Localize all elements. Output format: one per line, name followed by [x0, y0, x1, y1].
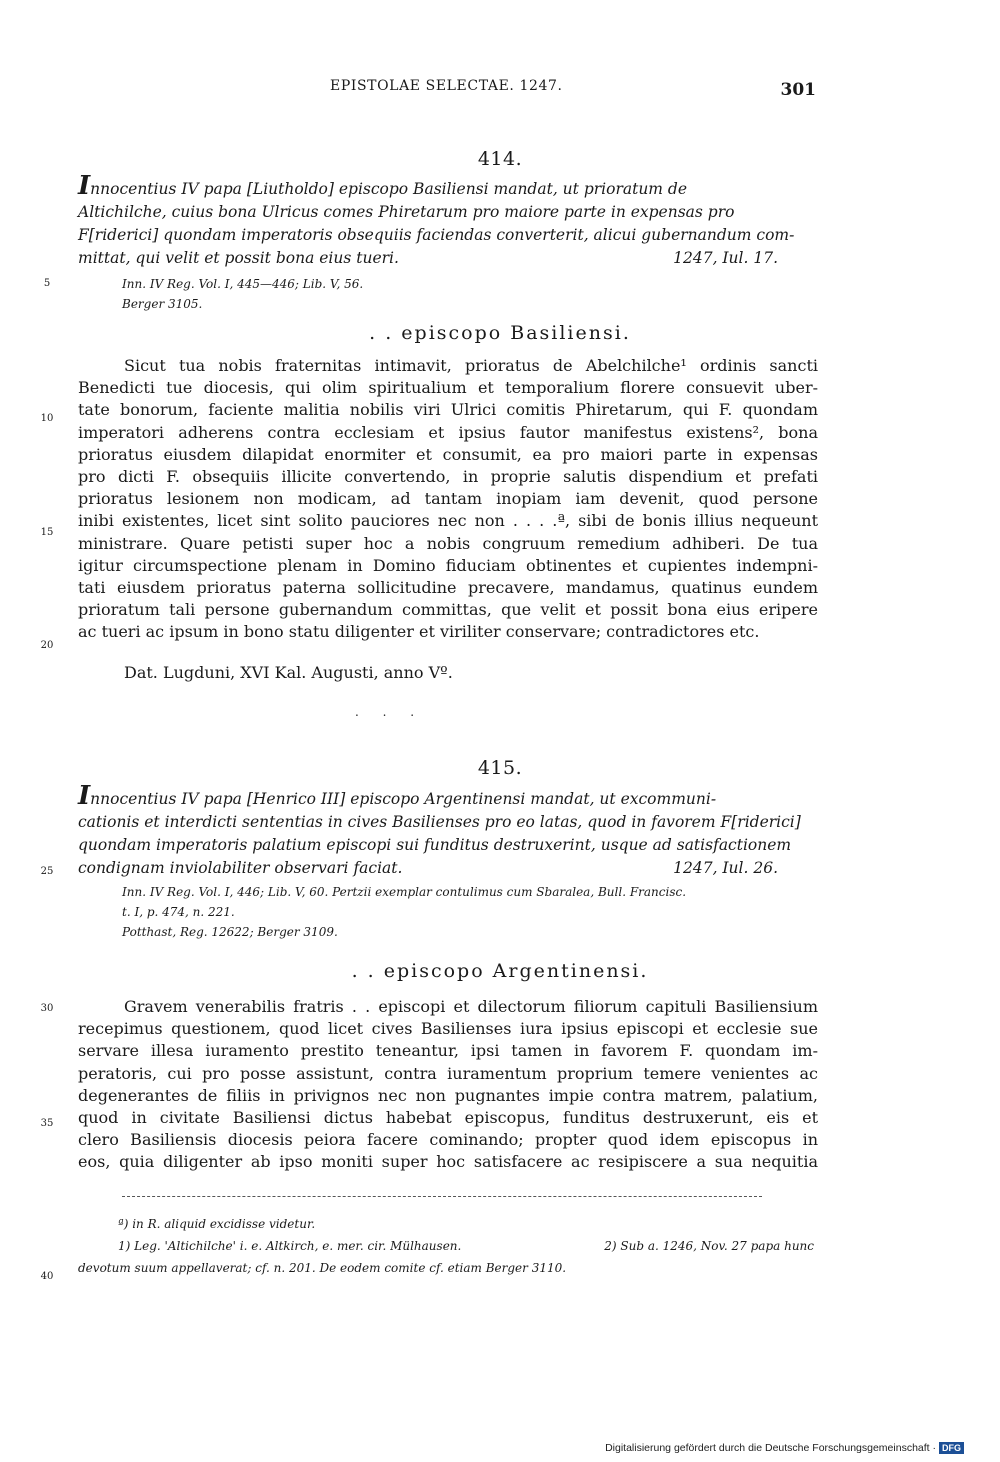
regest-line: condignam inviolabiliter observari faciat. — [78, 859, 403, 877]
regest-line: cationis et interdicti sententias in cives Basilienses pro eo latas, quod in favorem F[riderici] — [78, 813, 801, 831]
source-line: Inn. IV Reg. Vol. I, 445—446; Lib. V, 56. — [122, 277, 364, 291]
body-line: inibi existentes, licet sint solito pauciores nec non . . . .ª, sibi de bonis illius nequeunt — [78, 511, 818, 531]
body-line: prioratum tali persone gubernandum committas, que velit et possit bona eius eripere — [78, 600, 818, 620]
source-415 — [122, 882, 822, 942]
body-line: ministrare. Quare petisti super hoc a nobis congruum remedium adhiberi. De tua — [78, 533, 818, 553]
credit-text: Digitalisierung gefördert durch die Deutsche Forschungsgemeinschaft · — [605, 1442, 936, 1454]
addressee: . . episcopo Basiliensi. — [369, 322, 631, 344]
body-line: igitur circumspectione plenam in Domino fiduciam obtinentes et cupientes indempni- — [78, 555, 818, 575]
body-line: clero Basiliensis diocesis peiora facere cominando; propter quod idem episcopus in — [78, 1130, 818, 1150]
regest-line: quondam imperatoris palatium episcopi sui funditus destruxerint, usque ad satisfactionem — [78, 836, 792, 854]
letter-number: 414. — [477, 148, 523, 170]
regest-line: Innocentius IV papa [Liutholdo] episcopo Basiliensi mandat, ut prioratum de — [78, 171, 688, 201]
regest-date: 1247, Iul. 17. — [673, 249, 778, 267]
body-line: imperatori adherens contra ecclesiam et ipsius fautor manifestus existens², bona — [78, 422, 818, 442]
page-number: 301 — [780, 80, 816, 100]
margin-line-number: 5 — [43, 278, 51, 289]
footnote-1: 1) Leg. 'Altichilche' i. e. Altkirch, e. mer. cir. Mülhausen. — [118, 1239, 462, 1253]
source-line: Berger 3105. — [122, 297, 203, 311]
margin-line-number: 20 — [40, 640, 54, 651]
addressee: . . episcopo Argentinensi. — [351, 960, 649, 982]
body-line: servare illesa iuramento prestito teneantur, ipsi tamen in favorem F. quondam im- — [78, 1041, 818, 1061]
digitization-credit — [605, 1442, 964, 1454]
body-line: eos, quia diligenter ab ipso moniti super hoc satisfacere ac resipiscere a sua nequitia — [78, 1152, 818, 1172]
body-line: tati eiusdem prioratus paterna sollicitudine precavere, mandamus, quatinus eundem — [78, 578, 818, 598]
footnote-line — [78, 1235, 818, 1257]
body-line: pro dicti F. obsequiis illicite convertendo, in proprie salutis dispendium et prefati — [78, 467, 818, 487]
source-414 — [122, 274, 822, 314]
body-line: recepimus questionem, quod licet cives Basilienses iura ipsius episcopi et ecclesie sue — [78, 1019, 818, 1039]
body-line: peratoris, cui pro posse assistunt, contra iuramentum proprium temere venientes ac — [78, 1063, 818, 1083]
initial-letter: I — [78, 781, 91, 811]
footnotes — [78, 1213, 818, 1279]
margin-line-number: 10 — [40, 413, 54, 424]
body-line: Benedicti tue diocesis, qui olim spiritualium et temporalium florere consuevit uber- — [78, 378, 818, 398]
dfg-logo: DFG — [939, 1442, 964, 1454]
body-line: prioratus eiusdem dilapidat enormiter et consumit, ea pro maiori parte in expensas — [78, 444, 818, 464]
footnote-a: ª) in R. aliquid excidisse videtur. — [118, 1217, 316, 1231]
regest-line: Innocentius IV papa [Henrico III] episcopo Argentinensi mandat, ut excommuni- — [78, 781, 717, 811]
initial-letter: I — [78, 171, 91, 201]
regest-line: F[riderici] quondam imperatoris obsequiis faciendas converterit, alicui gubernandum com- — [78, 226, 795, 244]
footnote-2-continued: devotum suum appellaverat; cf. n. 201. De eodem comite cf. etiam Berger 3110. — [78, 1261, 567, 1275]
margin-line-number: 25 — [40, 866, 54, 877]
regest-414 — [78, 171, 818, 270]
body-line: Gravem venerabilis fratris . . episcopi et dilectorum filiorum capituli Basiliensium — [124, 997, 818, 1016]
letter-number: 415. — [477, 757, 523, 779]
body-line: quod in civitate Basiliensi dictus habebat episcopus, funditus destruxerunt, eis et — [78, 1108, 818, 1128]
regest-415 — [78, 781, 818, 880]
body-line: prioratus lesionem non modicam, ad tantam inopiam iam devenit, quod persone — [78, 489, 818, 509]
margin-line-number: 35 — [40, 1118, 54, 1129]
body-line: ac tueri ac ipsum in bono statu diligenter et viriliter conservare; contradictores etc. — [78, 622, 760, 642]
source-line: Potthast, Reg. 12622; Berger 3109. — [122, 925, 338, 939]
footnote-2: 2) Sub a. 1246, Nov. 27 papa hunc — [604, 1239, 814, 1253]
regest-line: mittat, qui velit et possit bona eius tueri. — [78, 249, 399, 267]
letter-body-415 — [78, 996, 818, 1174]
margin-line-number: 15 — [40, 527, 54, 538]
section-separator: . . . — [355, 705, 425, 719]
regest-date: 1247, Iul. 26. — [673, 859, 778, 877]
running-title: EPISTOLAE SELECTAE. 1247. — [330, 78, 563, 94]
source-line: Inn. IV Reg. Vol. I, 446; Lib. V, 60. Pertzii exemplar contulimus cum Sbaralea, Bull. Francisc. — [122, 885, 687, 899]
body-line: tate bonorum, faciente malitia nobilis viri Ulrici comitis Phiretarum, qui F. quondam — [78, 400, 818, 420]
regest-line: Altichilche, cuius bona Ulricus comes Phiretarum pro maiore parte in expensas pro — [78, 203, 735, 221]
letter-body-414 — [78, 355, 818, 644]
footnote-rule — [122, 1196, 762, 1197]
margin-line-number: 30 — [40, 1003, 54, 1014]
dating-clause: Dat. Lugduni, XVI Kal. Augusti, anno Vº. — [124, 663, 453, 682]
body-line: degenerantes de filiis in privignos nec non pugnantes impie contra matrem, palatium, — [78, 1085, 818, 1105]
margin-line-number: 40 — [40, 1271, 54, 1282]
body-line: Sicut tua nobis fraternitas intimavit, prioratus de Abelchilche¹ ordinis sancti — [124, 356, 818, 375]
source-line: t. I, p. 474, n. 221. — [122, 905, 235, 919]
